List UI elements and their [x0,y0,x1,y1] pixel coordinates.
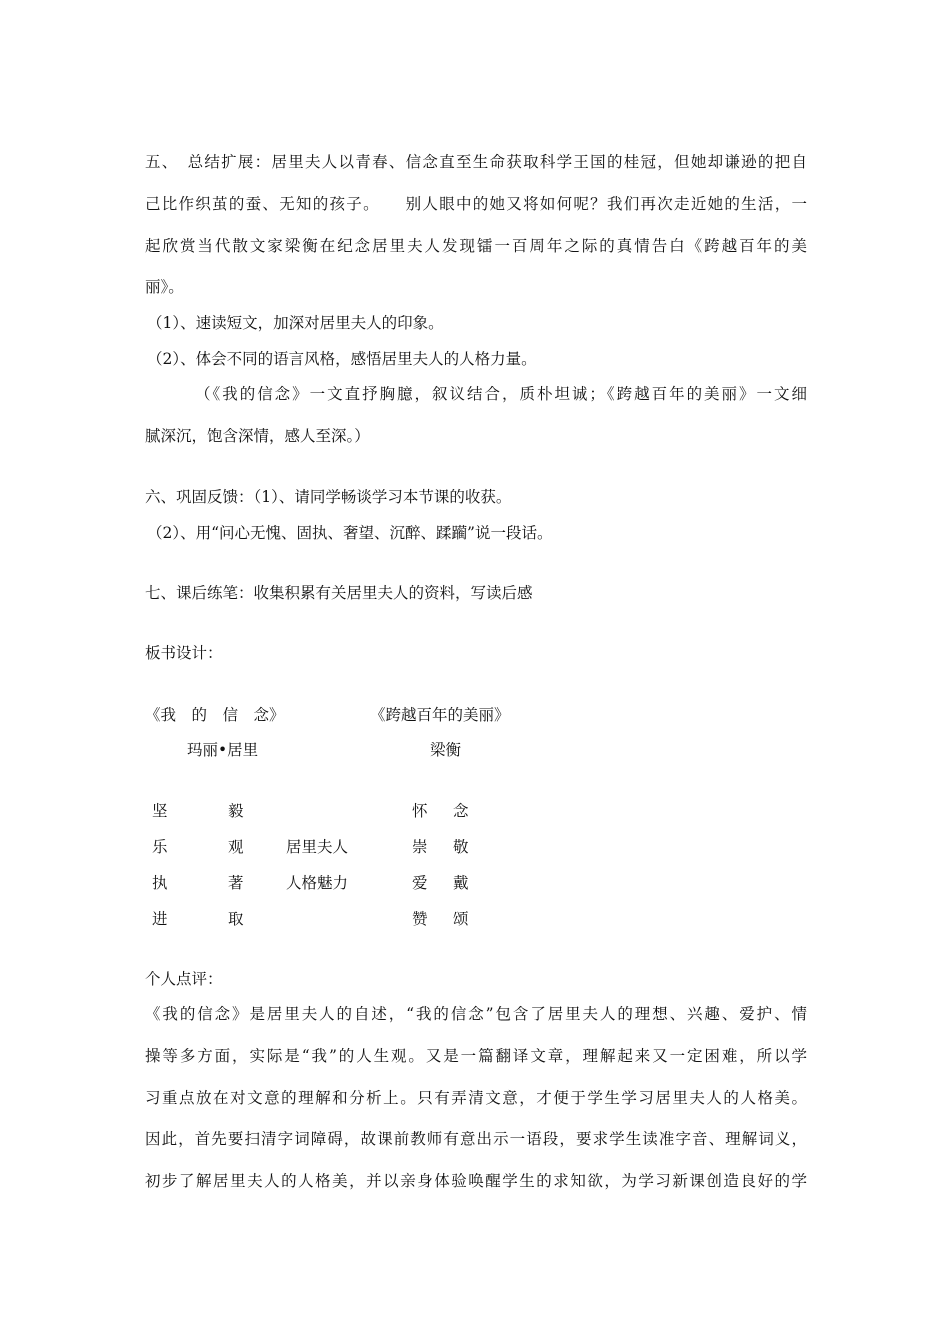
review-line: 操等多方面，实际是“我”的人生观。又是一篇翻译文章，理解起来又一定困难，所以学 [145,1047,807,1065]
board-right-title: 《跨越百年的美丽》 [370,706,510,724]
board-right-char: 赞 [412,910,428,928]
section5-line3: 起欣赏当代散文家梁衡在纪念居里夫人发现镭一百周年之际的真情告白《跨越百年的美 [145,237,807,255]
board-right-char: 颂 [453,910,469,928]
review-line: 《我的信念》是居里夫人的自述，“我的信念”包含了居里夫人的理想、兴趣、爱护、情 [145,1005,807,1023]
review-heading: 个人点评： [145,970,223,988]
board-left-char: 坚 [152,802,168,820]
section5-item2: （2）、体会不同的语言风格，感悟居里夫人的人格力量。 [147,350,537,368]
board-right-char: 敬 [453,838,469,856]
board-left-char: 观 [228,838,244,856]
section6-line2: （2）、用“问心无愧、固执、奢望、沉醉、蹂躏”说一段话。 [147,524,553,542]
board-right-char: 崇 [412,838,428,856]
section5-line4: 丽》。 [145,278,184,296]
board-left-char: 进 [152,910,168,928]
section5-line2: 己比作织茧的蚕、无知的孩子。 别人眼中的她又将如何呢？我们再次走近她的生活，一 [145,195,807,213]
board-left-char: 执 [152,874,168,892]
board-left-char: 取 [228,910,244,928]
section5-item1: （1）、速读短文，加深对居里夫人的印象。 [147,314,444,332]
board-center-label: 居里夫人 [286,838,349,856]
board-left-char: 乐 [152,838,168,856]
board-left-char: 毅 [228,802,244,820]
board-right-char: 怀 [412,802,428,820]
review-line: 习重点放在对文意的理解和分析上。只有弄清文意，才便于学生学习居里夫人的人格美。 [145,1089,807,1107]
board-left-title: 《我 的 信 念》 [145,706,285,724]
board-left-author: 玛丽•居里 [187,741,259,759]
section7-line1: 七、课后练笔：收集积累有关居里夫人的资料，写读后感 [145,584,533,602]
section5-line1: 五、 总结扩展：居里夫人以青春、信念直至生命获取科学王国的桂冠，但她却谦逊的把自 [145,153,807,171]
board-center-label: 人格魅力 [286,874,349,892]
board-left-char: 著 [228,874,244,892]
section6-line1: 六、巩固反馈：（1）、请同学畅谈学习本节课的收获。 [145,488,512,506]
review-line: 因此，首先要扫清字词障碍，故课前教师有意出示一语段，要求学生读准字音、理解词义， [145,1130,807,1148]
board-right-author: 梁衡 [430,741,462,759]
section5-note-line2: 腻深沉，饱含深情，感人至深。） [145,427,370,445]
board-right-char: 念 [453,802,469,820]
board-heading: 板书设计： [145,644,223,662]
review-line: 初步了解居里夫人的人格美，并以亲身体验唤醒学生的求知欲，为学习新课创造良好的学 [145,1172,807,1190]
section5-note-line1: （《我的信念》一文直抒胸臆，叙议结合，质朴坦诚；《跨越百年的美丽》一文细 [195,385,807,403]
board-right-char: 爱 [412,874,428,892]
board-right-char: 戴 [453,874,469,892]
